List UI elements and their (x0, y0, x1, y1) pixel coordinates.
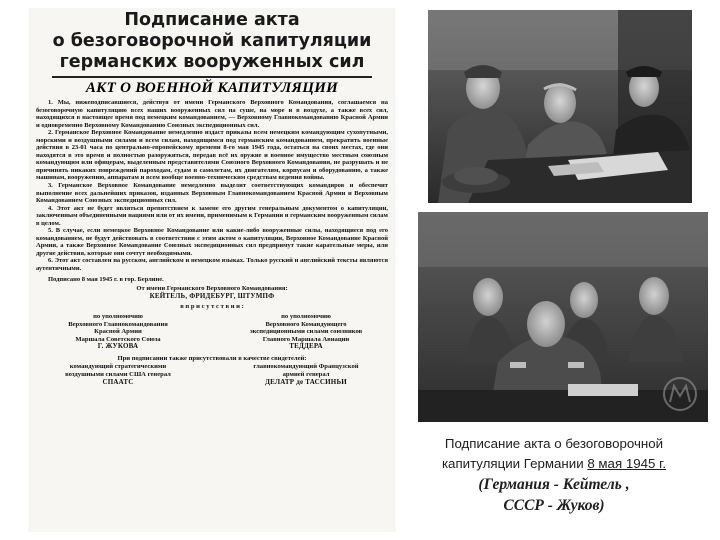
zhukov-photo-image (418, 212, 708, 422)
german-signers: КЕЙТЕЛЬ, ФРИДЕБУРГ, ШТУМПФ (149, 291, 275, 300)
witness-signers (38, 363, 386, 386)
zhukov-signature: Г. ЖУКОВА (97, 342, 139, 351)
heading-line-3: германских вооруженных сил (59, 52, 365, 72)
paragraph-3: 3. Германское Верховное Командование немедленно выделит соответствующих командиров и обеспечит выполнение всех дальнейших приказов, изданных Верховным Главнокомандованием Красной Армии и Верховным Командованием Союзных экспедиционных сил. (36, 182, 388, 205)
signature-block (28, 285, 396, 386)
photo-caption (392, 434, 716, 516)
left-col-line: Маршала Советского Союза (75, 335, 161, 343)
right-col-line: Главного Маршала Авиации (262, 335, 350, 343)
signed-line: Подписано 8 мая 1945 г. в гор. Берлине. (48, 275, 164, 283)
caption-line-1: Подписание акта о безоговорочной (444, 436, 664, 451)
left-col2-line: командующий стратегическими (69, 363, 167, 371)
allied-signers (38, 313, 386, 351)
left-col2-line: воздушными силами США генерал (65, 371, 171, 379)
keitel-signing-photo (428, 10, 692, 203)
us-witness-column (38, 363, 198, 386)
german-on-behalf: От имени Германского Верховного Командования: (136, 285, 288, 293)
right-col2-line: главнокомандующий Французской (253, 363, 359, 371)
french-witness-column (226, 363, 386, 386)
capitulation-act-document (28, 8, 396, 532)
allied-signer-column (226, 313, 386, 351)
tedder-signature: ТЕДДЕРА (289, 342, 323, 351)
caption-line-3: (Германия - Кейтель , (478, 476, 630, 493)
left-col-line: Верховного Главнокомандования (68, 320, 168, 328)
right-col2-line: армией генерал (282, 371, 330, 379)
heading-line-1: Подписание акта (124, 10, 300, 30)
spaatz-signature: СПААТС (102, 377, 134, 386)
act-body (36, 99, 388, 283)
witness-line: При подписании также присутствовали в качестве свидетелей: (117, 354, 307, 362)
heading-line-2: о безоговорочной капитуляции (52, 31, 372, 51)
right-col-line: Верховного Командующего (265, 320, 347, 328)
left-col-line: Красной Армии (94, 328, 142, 336)
right-col-line: экспедиционными силами союзников (249, 328, 363, 336)
presence-label: в п р и с у т с т в и и : (180, 303, 244, 311)
left-col-line: по уполномочию (93, 312, 143, 320)
act-title: АКТ О ВОЕННОЙ КАПИТУЛЯЦИИ (52, 76, 372, 97)
paragraph-4: 4. Этот акт не будет являться препятствием к замене его другим генеральным документом о капитуляции, заключенным объединенными нациями или от их имени, применимым к Германии и германским вооруженным силам в целом. (36, 204, 388, 227)
paragraph-2: 2. Германское Верховное Командование немедленно издаст приказы всем немецким командующим сухопутными, морскими и воздушными силами и всем силам, находящимся под германским командованием, прекратить военные действия в 23-01 часа по центрально-европейскому времени 8-го мая 1945 года, остаться на своих местах, где они находятся в это время и полностью разоружиться, передав всё их оружие и военное имущество местным союзным командующим или офицерам, выделенным представителями Союзного Верховного Командования, не разрушать и не причинять никаких повреждений пароходам, судам и самолетам, их двигателям, корпусам и оборудованию, а также машинам, вооружению, аппаратам и всем вообще военно-техническим средствам ведения войны. (36, 129, 388, 182)
caption-line-4: СССР - Жуков) (503, 497, 605, 514)
delattre-signature: ДЕЛАТР де ТАССИНЬИ (265, 377, 347, 386)
caption-line-2-text: капитуляции Германии (441, 456, 588, 471)
caption-line-2 (392, 454, 716, 474)
keitel-photo-image (428, 10, 692, 203)
paragraph-1: 1. Мы, нижеподписавшиеся, действуя от имени Германского Верховного Командования, соглашаемся на безоговорочную капитуляцию всех наших вооруженных сил на суше, на море и в воздухе, а также всех сил, находящихся в настоящее время под немецким командованием, — Верховному Главнокомандованию Красной Армии и одновременно Верховному Командованию Союзных экспедиционных сил. (36, 99, 388, 129)
soviet-signer-column (38, 313, 198, 351)
zhukov-signing-photo (418, 212, 708, 422)
document-heading (28, 10, 396, 73)
right-col-line: по уполномочию (281, 312, 331, 320)
paragraph-5: 5. В случае, если немецкое Верховное Командование или какие-либо вооруженные силы, находящиеся под его командованием, не будут действовать в соответствии с этим актом о капитуляции, Верховное Командование Красной Армии, а также Верховное Командование Союзных экспедиционных сил предпримут такие карательные меры, или другие действия, которые они сочтут необходимыми. (36, 227, 388, 257)
caption-date: 8 мая 1945 г. (587, 456, 667, 471)
paragraph-6: 6. Этот акт составлен на русском, английском и немецком языках. Только русский и английский тексты являются аутентичными. (36, 257, 388, 273)
